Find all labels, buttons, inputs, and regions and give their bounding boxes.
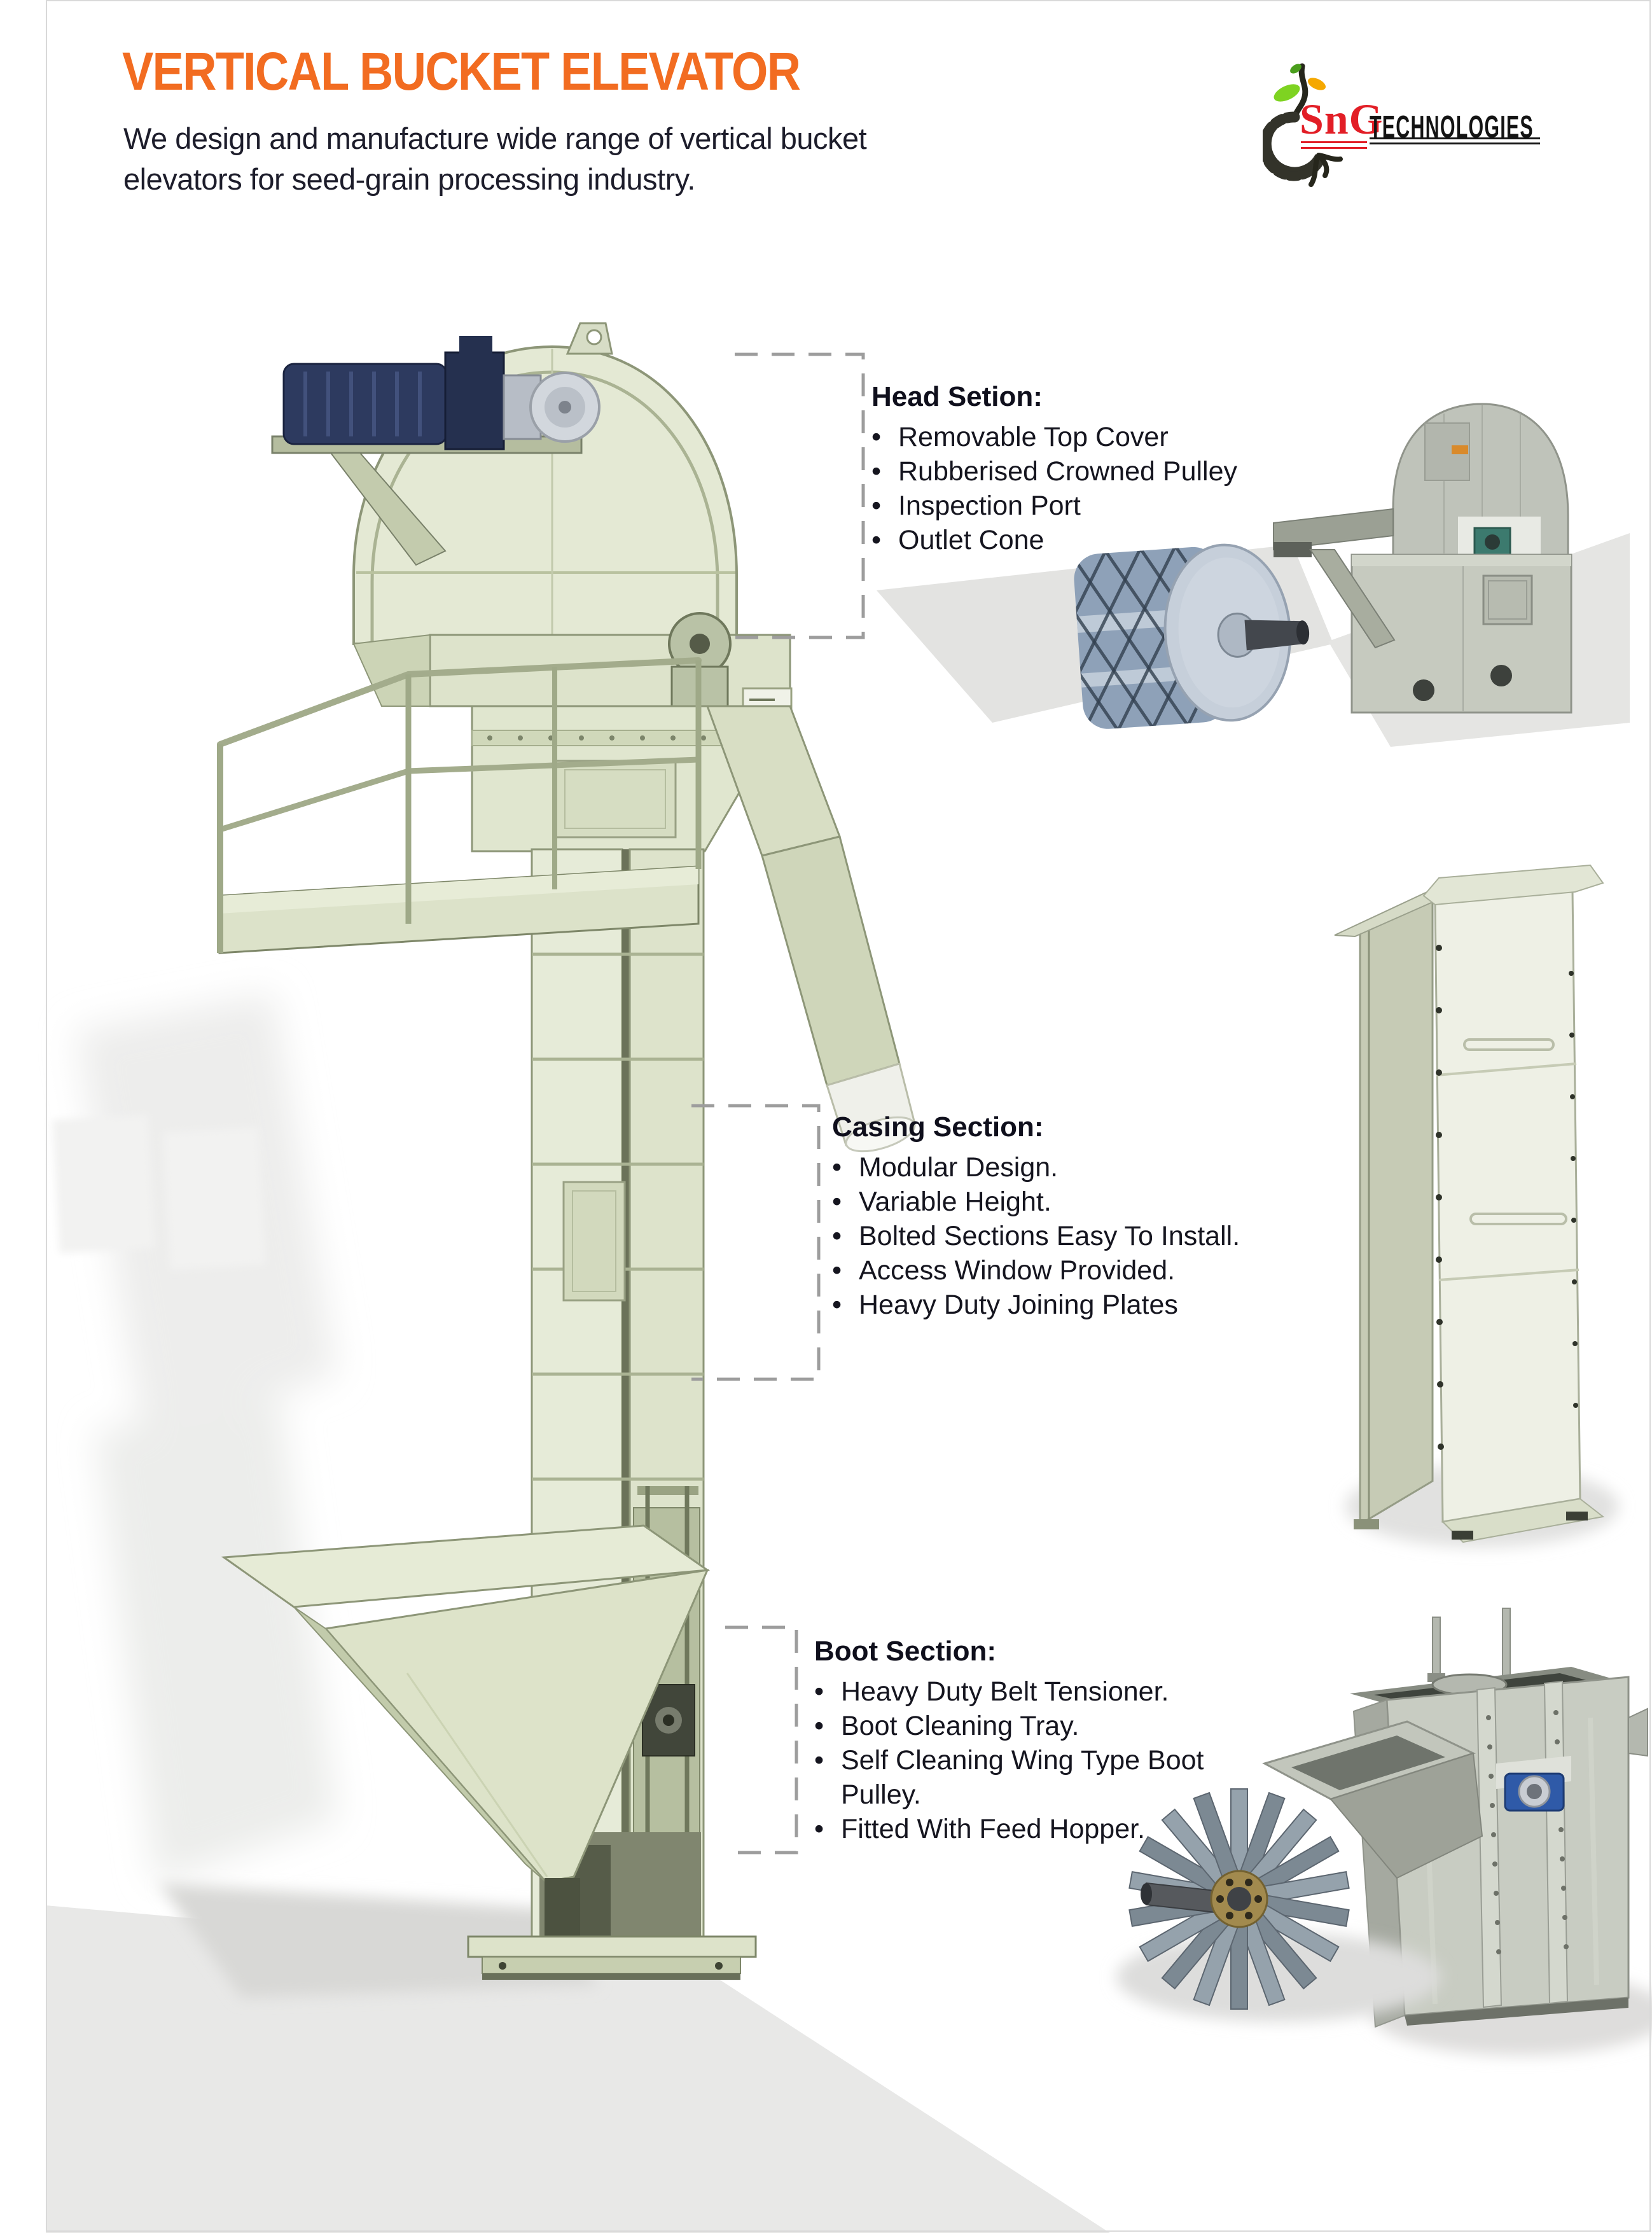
bullet-icon: • [814, 1711, 824, 1741]
head-callout-box [735, 354, 863, 637]
casing-section-photo [1335, 865, 1619, 1547]
logo-underline-black [1370, 137, 1540, 144]
bullet-icon: • [871, 422, 882, 452]
page-subtitle [123, 118, 866, 200]
logo-brand-text: SnG [1300, 95, 1384, 143]
bullet-icon: • [814, 1676, 824, 1707]
head-section-callout [871, 380, 1266, 557]
list-item: • Access Window Provided. [832, 1253, 1315, 1288]
list-item: • Removable Top Cover [871, 420, 1266, 454]
bullet-icon: • [832, 1221, 842, 1251]
bullet-icon: • [814, 1814, 824, 1844]
boot-callout-box [725, 1627, 796, 1853]
boot-section-list [814, 1674, 1260, 1846]
bullet-icon: • [871, 525, 882, 555]
bullet-icon: • [871, 490, 882, 521]
subtitle-line-2: elevators for seed-grain processing industry. [123, 162, 695, 196]
bullet-icon: • [832, 1255, 842, 1286]
boot-section-callout [814, 1635, 1260, 1846]
casing-section-list [832, 1150, 1315, 1322]
head-section-list [871, 420, 1266, 557]
list-item: • Variable Height. [832, 1185, 1315, 1219]
page-title: VERTICAL BUCKET ELEVATOR [122, 41, 800, 101]
casing-section-heading: Casing Section: [832, 1111, 1044, 1143]
casing-callout-box [691, 1106, 819, 1379]
bullet-icon: • [832, 1186, 842, 1217]
bullet-icon: • [871, 456, 882, 487]
list-item: • Modular Design. [832, 1150, 1315, 1185]
list-item: • Rubberised Crowned Pulley [871, 454, 1266, 489]
bullet-icon: • [814, 1745, 824, 1776]
list-item: • Inspection Port [871, 489, 1266, 523]
list-item: • Self Cleaning Wing Type Boot Pulley. [814, 1743, 1260, 1812]
list-item: • Fitted With Feed Hopper. [814, 1812, 1260, 1846]
subtitle-line-1: We design and manufacture wide range of vertical bucket [123, 122, 867, 155]
casing-section-callout [832, 1111, 1315, 1322]
list-item: • Heavy Duty Belt Tensioner. [814, 1674, 1260, 1709]
logo-underline-red [1301, 141, 1367, 149]
boot-section-heading: Boot Section: [814, 1636, 996, 1667]
company-logo [1263, 56, 1632, 193]
list-item: • Bolted Sections Easy To Install. [832, 1219, 1315, 1253]
list-item: • Heavy Duty Joining Plates [832, 1288, 1315, 1322]
head-section-heading: Head Setion: [871, 381, 1043, 412]
head-section-photo [1274, 404, 1571, 713]
bullet-icon: • [832, 1290, 842, 1320]
list-item: • Outlet Cone [871, 523, 1266, 557]
bullet-icon: • [832, 1152, 842, 1183]
list-item: • Boot Cleaning Tray. [814, 1709, 1260, 1743]
logo-brand-suffix-text: TECHNOLOGIES [1370, 110, 1534, 144]
